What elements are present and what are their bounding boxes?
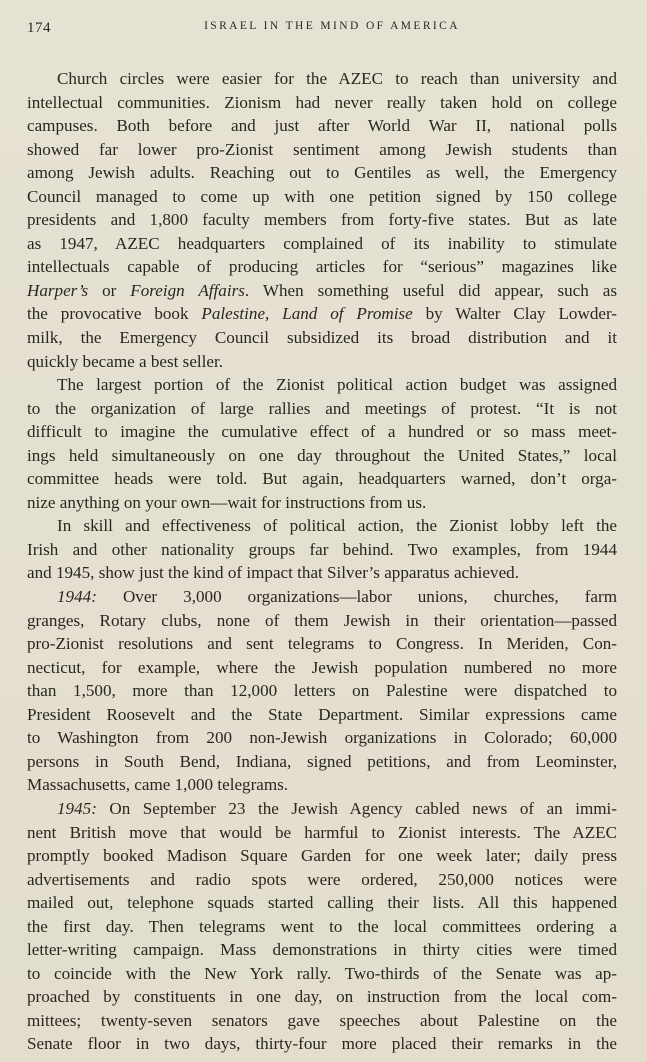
- text-line: mailed out, telephone squads started calling their lists. All this happened: [27, 893, 617, 913]
- text-line: mittees; twenty-seven senators gave speeches about Palestine on the: [27, 1010, 617, 1030]
- text-line: nent British move that would be harmful to Zionist interests. The AZEC: [27, 822, 617, 842]
- text-line: [27, 279, 617, 303]
- year-label: 1945:: [57, 798, 97, 818]
- text-line: pro-Zionist resolutions and sent telegrams to Congress. In Meriden, Con-: [27, 634, 617, 654]
- text-line: the first day. Then telegrams went to the local committees ordering a: [27, 916, 617, 936]
- text-line: promptly booked Madison Square Garden for one week later; daily press: [27, 846, 617, 866]
- text-line: In skill and effectiveness of political action, the Zionist lobby left the: [57, 516, 617, 536]
- text-line: intellectual communities. Zionism had never really taken hold on college: [27, 92, 617, 112]
- text-line: nize anything on your own—wait for instructions from us.: [27, 492, 427, 512]
- text-line: [27, 797, 617, 821]
- text-line: granges, Rotary clubs, none of them Jewish in their orientation—passed: [27, 610, 617, 630]
- text-line: [27, 302, 617, 326]
- italic-title: Foreign Affairs: [130, 280, 245, 300]
- text-line: Church circles were easier for the AZEC to reach than university and: [57, 69, 617, 88]
- text-line: than 1,500, more than 12,000 letters on Palestine were dispatched to: [27, 681, 617, 701]
- text-line: [27, 585, 617, 609]
- text-run: by Walter Clay Lowder-: [412, 304, 617, 324]
- text-line: as 1947, AZEC headquarters complained of its inability to stimulate: [27, 233, 617, 253]
- text-line: to coincide with the New York rally. Two-thirds of the Senate was ap-: [27, 963, 617, 983]
- text-line: to Washington from 200 non-Jewish organizations in Colorado; 60,000: [27, 728, 617, 748]
- text-line: presidents and 1,800 faculty members from forty-five states. But as late: [27, 210, 617, 230]
- text-line: proached by constituents in one day, on instruction from the local com-: [27, 987, 617, 1007]
- text-line: intellectuals capable of producing articles for “serious” magazines like: [27, 257, 617, 277]
- text-run: . When something useful did appear, such as: [244, 280, 617, 300]
- text-line: President Roosevelt and the State Department. Similar expressions came: [27, 704, 617, 724]
- text-line: and 1945, show just the kind of impact that Silver’s apparatus achieved.: [27, 563, 519, 583]
- page-number: 174: [27, 20, 51, 36]
- text-run: the provocative book: [27, 304, 202, 324]
- italic-title: Harper’s: [27, 280, 89, 300]
- text-run: On September 23 the Jewish Agency cabled news of an immi-: [96, 798, 617, 818]
- text-line: milk, the Emergency Council subsidized its broad distribution and it: [27, 328, 617, 348]
- text-line: showed far lower pro-Zionist sentiment among Jewish students than: [27, 139, 617, 159]
- text-line: among Jewish adults. Reaching out to Gentiles as well, the Emergency: [27, 163, 617, 183]
- body-text: [27, 67, 617, 1056]
- italic-title: Palestine, Land of Promise: [201, 304, 413, 324]
- text-line: persons in South Bend, Indiana, signed petitions, and from Leominster,: [27, 751, 617, 771]
- running-title: ISRAEL IN THE MIND OF AMERICA: [204, 20, 460, 32]
- text-line: committee heads were told. But again, headquarters warned, don’t orga-: [27, 469, 617, 489]
- text-line: Senate floor in two days, thirty-four more placed their remarks in the: [27, 1034, 617, 1054]
- text-line: Irish and other nationality groups far behind. Two examples, from 1944: [27, 539, 617, 559]
- text-line: difficult to imagine the cumulative effect of a hundred or so mass meet-: [27, 422, 617, 442]
- text-line: quickly became a best seller.: [27, 351, 224, 371]
- year-label: 1944:: [57, 587, 97, 607]
- running-head: [27, 14, 617, 40]
- text-line: Council managed to come up with one petition signed by 150 college: [27, 186, 617, 206]
- text-line: necticut, for example, where the Jewish population numbered no more: [27, 657, 617, 677]
- text-line: letter-writing campaign. Mass demonstrations in thirty cities were timed: [27, 940, 617, 960]
- text-line: advertisements and radio spots were ordered, 250,000 notices were: [27, 869, 617, 889]
- text-line: to the organization of large rallies and meetings of protest. “It is not: [27, 398, 617, 418]
- text-run: Over 3,000 organizations—labor unions, churches, farm: [96, 587, 617, 607]
- text-line: ings held simultaneously on one day throughout the United States,” local: [27, 445, 617, 465]
- text-run: or: [88, 280, 131, 300]
- text-line: The largest portion of the Zionist political action budget was assigned: [57, 375, 617, 395]
- text-line: campuses. Both before and just after World War II, national polls: [27, 116, 617, 136]
- text-line: Massachusetts, came 1,000 telegrams.: [27, 775, 289, 795]
